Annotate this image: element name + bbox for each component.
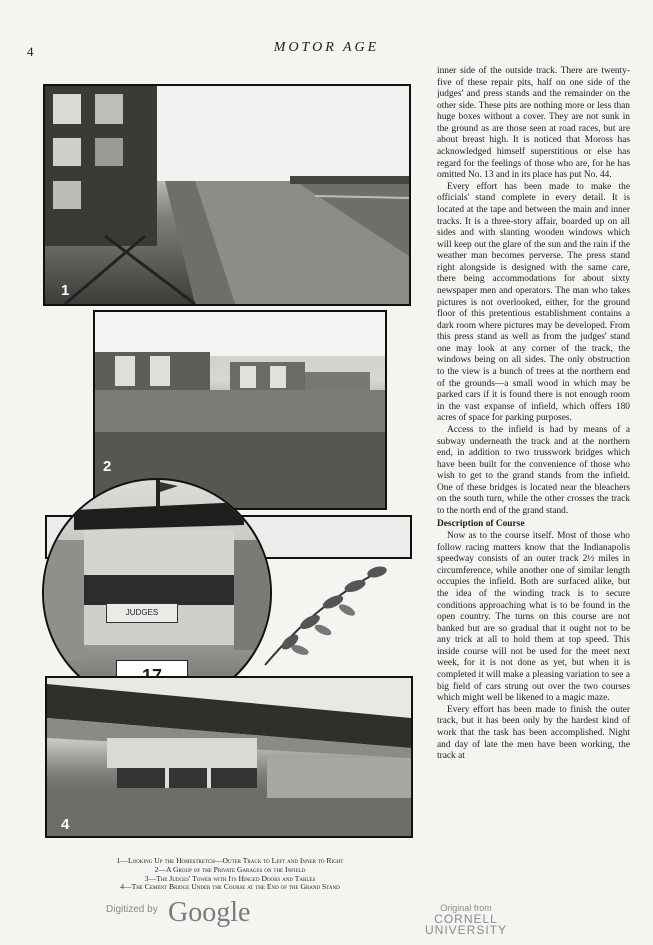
caption-line: 4—The Cement Bridge Under the Course at the End of the Grand Stand [120,882,340,892]
photo-number: 1 [61,282,70,299]
paragraph: Every effort has been made to make the officials' stand complete in every detail. It is located at the tape and between the main and inner tracks. It is a three-story affair, boarded up on all sides and with slanting wooden windows which will keep out the glare of the sun and the rain if the weather man becomes perverse. The press stand right alongside is designed with the same care, there being accommodations for about sixty newspaper men and operators. The man who takes pictures is not overlooked, either, for the ground floor of this pretentious establishment contains a dark room where pictures may be developed. From this press stand as well as from the judges' stand one may look at any corner of the track, the windows being on all sides. The only obstruction to the view is a bunch of trees at the northern end of the grounds—a small wood in which may be parked cars if it is found there is not enough room in the vast expanse of infield, which offers 180 acres of space for parking purposes. [437,181,630,424]
paragraph: Now as to the course itself. Most of those who follow racing matters know that the Indianapolis speedway consists of an outer track 2½ miles in circumference, while another one of similar length occupies the infield. Both are surfaced alike, but the idea of the winding track is to secure conditions approaching what is to be found in the open country. The turns on this course are not banked but are so gradual that it ought not to be any trick at all to hold them at top speed. This inside course will not be used for the meet next week, for it is not done as yet, but when it is completed it will make a pleasing variation to see a big field of cars strung out over the two courses which might well be likened to a magic maze. [437,531,630,704]
photo-homestretch-image [45,86,409,304]
photo-cement-bridge-image [47,678,411,836]
section-heading: Description of Course [437,518,525,529]
photo-number: 2 [103,458,112,475]
photo-judges-tower [42,478,272,708]
page-number: 4 [27,44,34,59]
paragraph: Every effort has been made to finish the outer track, but it has been only by the hardest kind of work that the task has been accomplished. Night and day of late the men have been working, the track at [437,704,630,762]
digitized-by-label: Digitized by [106,904,158,915]
paragraph: Access to the infield is had by means of a subway underneath the track and at the northern end, in addition to two trusswork bridges which have been built for the convenience of those who wish to get to the grand stands from the infield. One of these bridges is located near the bleachers on the south turn, while the other crosses the track to the north end of the grand stand. [437,424,630,516]
photo-cement-bridge [45,676,413,838]
running-title: MOTOR AGE [273,40,380,55]
photo-number: 4 [61,816,70,833]
leaf-ornament [255,560,395,670]
original-from-label: Original from [440,903,492,913]
university-name: CORNELL UNIVERSITY [424,912,507,937]
judges-sign: JUDGES [106,603,178,623]
google-logo: Google [168,897,251,928]
article-body [437,66,630,763]
photo-homestretch [43,84,411,306]
caption-line: 2—A Group of the Private Garages on the Infield [154,864,306,874]
paragraph: inner side of the outside track. There are twenty-five of these repair pits, half on one side of the judges' and press stands and the remainder on the other side. These pits are nothing more or less than huge boxes without a cover. They are not sunk in the ground as are those seen at road races, but are about breast high. It is noticed that Moross has acknowledged himself superstitious or else has regard for the feelings of those who are, for he has omitted No. 13 and in its place has put No. 44. [437,66,630,181]
caption-line: 1—Looking Up the Homestretch—Outer Track to Left and Inner to Right [116,856,344,865]
original-from-block [396,903,536,936]
caption-line: 3—The Judges' Tower with Its Hinged Doors and Tables [144,873,316,883]
figure-caption [38,857,422,892]
